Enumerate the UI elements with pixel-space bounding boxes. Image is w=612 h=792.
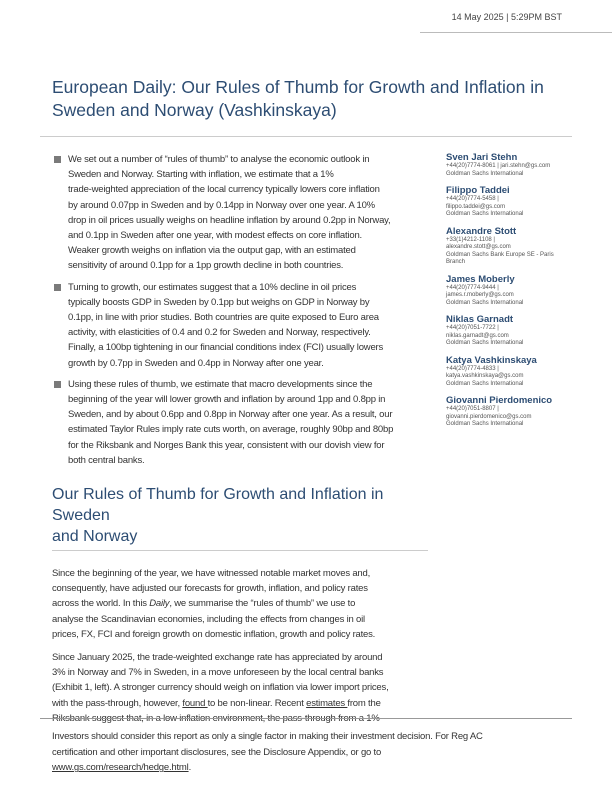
inline-link[interactable]: www.gs.com/research/hedge.html [52, 762, 189, 774]
text-segment: from the [347, 697, 381, 709]
author-card [446, 355, 606, 389]
bullet-square-icon [54, 156, 61, 163]
author-name[interactable]: Katya Vashkinskaya [446, 354, 537, 366]
author-name[interactable]: Filippo Taddei [446, 185, 510, 196]
bullet-line: estimated Taylor Rules imply rate cuts worth, on average, roughly 90bp and 80bp [68, 424, 394, 436]
author-name[interactable]: Sven Jari Stehn [446, 152, 518, 163]
footer-divider [40, 718, 572, 719]
summary-bullet [54, 152, 432, 274]
text-segment: consequently, have adjusted our forecasts for growth, inflation, and policy rates [52, 583, 368, 595]
bullet-line: Turning to growth, our estimates suggest that a 10% decline in oil prices [68, 281, 357, 293]
author-contact: Branch [446, 259, 466, 265]
inline-link[interactable]: estimates [306, 697, 348, 709]
author-card [446, 185, 606, 219]
disclosure-footer [52, 729, 567, 776]
text-line [52, 729, 567, 745]
text-segment: Daily [149, 598, 170, 610]
author-name[interactable]: Niklas Garnadt [446, 314, 514, 325]
bullet-line: 0.1pp, in line with prior studies. Both countries are quite exposed to Euro area [68, 312, 379, 324]
bullet-line: typically boosts GDP in Sweden by 0.1pp but weighs on GDP in Norway by [68, 296, 370, 308]
author-card [446, 274, 606, 308]
bullet-line: Sweden, and by about 0.6pp and 0.8pp in Norway after one year. As a result, our [68, 409, 393, 421]
bullet-line: Using these rules of thumb, we estimate that macro developments since the [68, 378, 373, 390]
author-contact: katya.vashkinskaya@gs.com [446, 373, 524, 379]
text-line [52, 596, 432, 611]
author-card [446, 226, 606, 267]
text-line [52, 680, 432, 695]
text-segment: Investors should consider this report as only a single factor in making their investment decision. For Reg AC [52, 731, 483, 742]
author-contact: Goldman Sachs Bank Europe SE - Paris [446, 251, 554, 258]
author-contact: +44(20)7774-9444 | [446, 284, 499, 291]
author-name[interactable]: Alexandre Stott [446, 225, 517, 237]
author-contact: +44(20)7774-4833 | [446, 365, 499, 372]
text-line [52, 760, 567, 776]
title-line: European Daily: Our Rules of Thumb for Growth and Inflation in [52, 77, 544, 97]
author-contact: Goldman Sachs International [446, 211, 524, 217]
text-line [52, 612, 432, 627]
title-divider [40, 136, 572, 137]
bullet-line: We set out a number of “rules of thumb” to analyse the economic outlook in [68, 154, 370, 165]
report-date: 14 May 2025 | 5:29PM BST [451, 12, 562, 22]
bullet-line: Weaker growth weighs on inflation via the output gap, with an estimated [68, 245, 356, 257]
text-segment: across the world. In this [52, 598, 150, 610]
text-segment: (Exhibit 1, left). A stronger currency should weigh on inflation via lower import prices, [52, 682, 389, 694]
header-divider [420, 32, 612, 33]
text-line [52, 581, 432, 596]
author-card [446, 395, 606, 429]
text-line [52, 665, 432, 680]
author-name[interactable]: Giovanni Pierdomenico [446, 395, 553, 406]
paragraph [52, 650, 432, 726]
text-segment: . [188, 762, 192, 774]
authors-sidebar [446, 152, 606, 436]
author-contact: +33(1)4212-1108 | [446, 236, 495, 243]
author-contact: niklas.garnadt@gs.com [446, 332, 509, 339]
author-contact: +44(20)7774-5458 | [446, 196, 499, 202]
author-contact: Goldman Sachs International [446, 170, 524, 177]
author-contact: Goldman Sachs International [446, 340, 524, 346]
bullet-line: growth by 0.7pp in Sweden and 0.4pp in Norway after one year. [68, 357, 324, 369]
inline-link[interactable]: found [182, 697, 208, 709]
summary-bullets [54, 152, 432, 468]
author-contact: alexandre.stott@gs.com [446, 244, 511, 250]
bullet-line: activity, with elasticities of 0.4 and 0.2 for Sweden and Norway, respectively. [68, 327, 371, 339]
author-contact: filippo.taddei@gs.com [446, 203, 506, 210]
text-segment: to be non-linear. Recent [207, 697, 307, 709]
heading-line: Our Rules of Thumb for Growth and Inflation in Sweden [52, 486, 384, 525]
bullet-line: sensitivity of around 0.1pp for a 1pp growth decline in both countries. [68, 260, 344, 272]
paragraph [52, 566, 432, 642]
text-segment: Since the beginning of the year, we have witnessed notable market moves and, [52, 568, 371, 580]
author-contact: Goldman Sachs International [446, 380, 524, 387]
text-line [52, 627, 432, 642]
text-line [52, 696, 432, 711]
bullet-line: by around 0.07pp in Sweden and by 0.14pp in Norway over one year. A 10% [68, 199, 375, 211]
bullet-square-icon [54, 381, 61, 388]
author-name[interactable]: James Moberly [446, 273, 515, 285]
summary-bullet [54, 377, 432, 468]
text-line [52, 566, 432, 581]
text-segment: certification and other important disclosures, see the Disclosure Appendix, or go to [52, 746, 382, 758]
bullet-line: beginning of the year will lower growth and inflation by around 1pp and 0.8pp in [68, 394, 386, 406]
author-contact: +44(20)7774-8061 | jari.stehn@gs.com [446, 163, 551, 169]
author-contact: Goldman Sachs International [446, 299, 524, 306]
bullet-line: Sweden and Norway. Starting with inflation, we estimate that a 1% [68, 169, 334, 181]
author-contact: james.r.moberly@gs.com [446, 292, 514, 298]
text-segment: 3% in Norway and 7% in Sweden, in a move unforeseen by the local central banks [52, 667, 384, 679]
summary-bullet [54, 280, 432, 371]
text-segment: prices, FX, FCI and foreign growth on domestic inflation, growth and policy rates. [52, 628, 376, 640]
text-line [52, 745, 567, 761]
text-segment: Since January 2025, the trade-weighted exchange rate has appreciated by around [52, 652, 383, 664]
author-contact: giovanni.pierdomenico@gs.com [446, 413, 532, 420]
author-contact: +44(20)7051-7722 | [446, 325, 499, 331]
bullet-line: both central banks. [68, 454, 145, 466]
body-text [52, 566, 432, 726]
text-segment: analyse the Scandinavian economies, including the effects from changes in oil [52, 613, 365, 625]
bullet-line: drop in oil prices usually weighs on headline inflation by around 0.2pp in Norway, [68, 214, 391, 226]
report-title [52, 76, 544, 122]
author-contact: +44(20)7051-8807 | [446, 406, 499, 412]
heading-line: and Norway [52, 528, 138, 546]
main-column [52, 152, 432, 734]
text-segment: , we summarise the “rules of thumb” we use to [169, 598, 356, 610]
author-card [446, 314, 606, 348]
section-divider [52, 550, 428, 551]
text-line [52, 650, 432, 665]
text-segment: with the pass-through, however, [52, 697, 183, 709]
bullet-square-icon [54, 284, 61, 291]
title-line: Sweden and Norway (Vashkinskaya) [52, 100, 337, 120]
bullet-line: Finally, a 100bp tightening in our financial conditions index (FCI) usually lowers [68, 342, 384, 354]
author-contact: Goldman Sachs International [446, 421, 524, 427]
bullet-line: trade-weighted appreciation of the local currency typically lowers core inflation [68, 184, 380, 196]
bullet-line: and 0.1pp in Sweden after one year, with modest effects on core inflation. [68, 230, 362, 242]
bullet-line: for the Riksbank and Norges Bank this year, consistent with our dovish view for [68, 439, 385, 451]
author-card [446, 152, 606, 178]
section-heading [52, 484, 432, 547]
